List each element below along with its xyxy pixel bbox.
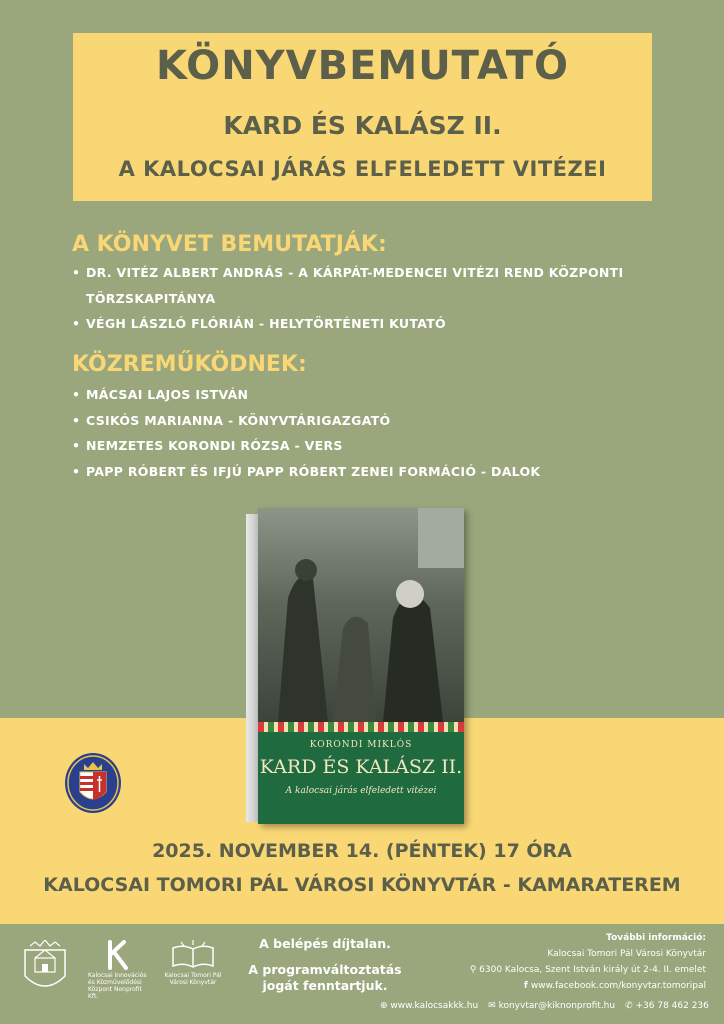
book-cover-subtitle: A kalocsai járás elfeledett vitézei (285, 786, 437, 796)
info-organization: Kalocsai Tomori Pál Városi Könyvtár (547, 949, 706, 959)
presenters-heading: A KÖNYVET BEMUTATJÁK: (72, 232, 387, 257)
location-pin-icon: ⚲ (469, 965, 480, 975)
library-logo-text: Kalocsai Tomori Pál Városi Könyvtár (164, 972, 222, 986)
facebook-icon: f (523, 981, 531, 991)
free-entry-text: A belépés díjtalan. (259, 936, 391, 951)
book-cover-title: KARD ÉS KALÁSZ II. (259, 756, 463, 778)
event-date: 2025. NOVEMBER 14. (PÉNTEK) 17 ÓRA (152, 840, 572, 862)
event-venue: KALOCSAI TOMORI PÁL VÁROSI KÖNYVTÁR - KAMARATEREM (43, 874, 681, 896)
facebook-link[interactable]: www.facebook.com/konyvtar.tomoripal (530, 981, 706, 991)
globe-icon: ⊕ (380, 1001, 391, 1011)
info-facebook-row (376, 978, 706, 994)
email-contact (488, 1001, 615, 1011)
list-item: • VÉGH LÁSZLÓ FLÓRIÁN - HELYTÖRTÉNETI KUTATÓ (72, 316, 446, 331)
coat-of-arms-icon (64, 752, 122, 814)
kalocsa-city-logo-icon (20, 940, 70, 998)
book-subtitle-heading: A KALOCSAI JÁRÁS ELFELEDETT VITÉZEI (118, 157, 607, 181)
phone-icon: ✆ (625, 1001, 636, 1011)
open-book-icon (171, 940, 215, 970)
kikk-logo-icon (106, 940, 130, 970)
list-item: • MÁCSAI LAJOS ISTVÁN (72, 387, 249, 402)
list-item: • CSIKÓS MARIANNA - KÖNYVTÁRIGAZGATÓ (72, 412, 391, 428)
info-block (376, 930, 706, 994)
presenters-list (72, 260, 692, 337)
book-author: KORONDI MIKLÓS (309, 740, 413, 750)
page-title: KÖNYVBEMUTATÓ (155, 43, 570, 89)
title-box (73, 33, 652, 201)
info-address: 6300 Kalocsa, Szent István király út 2-4. II. emelet (479, 965, 706, 975)
book-photo (258, 508, 464, 722)
contact-row (380, 1001, 710, 1011)
list-item: • PAPP RÓBERT ÉS IFJÚ PAPP RÓBERT ZENEI FORMÁCIÓ - DALOK (72, 463, 541, 479)
kikk-logo-text: Kalocsai Innovációs és Közművelődési Központ Nonprofit Kft. (88, 972, 147, 1000)
kikk-logo (88, 940, 148, 1000)
library-logo (160, 940, 226, 986)
web-contact (380, 1001, 478, 1011)
list-item: • DR. VITÉZ ALBERT ANDRÁS - A KÁRPÁT-MEDENCEI VITÉZI REND KÖZPONTI TÖRZSKAPITÁNYA (72, 265, 624, 306)
email-link[interactable]: konyvtar@kiknonprofit.hu (498, 1001, 616, 1011)
info-address-row (376, 962, 706, 978)
envelope-icon: ✉ (488, 1001, 499, 1011)
website-link[interactable]: www.kalocsakkk.hu (390, 1001, 479, 1011)
book-cover (258, 508, 464, 824)
book-ornament (258, 722, 464, 732)
contributors-heading: KÖZREMŰKÖDNEK: (72, 352, 307, 377)
info-title: További információ: (606, 933, 706, 943)
book-cover-image (246, 508, 464, 824)
list-item: • NEMZETES KORONDI RÓZSA - VERS (72, 438, 343, 453)
book-title-heading: KARD ÉS KALÁSZ II. (223, 111, 502, 140)
contributors-list (72, 382, 692, 484)
phone-number[interactable]: +36 78 462 236 (635, 1001, 709, 1011)
phone-contact (625, 1001, 709, 1011)
program-change-text: A programváltoztatás jogát fenntartjuk. (248, 962, 402, 993)
